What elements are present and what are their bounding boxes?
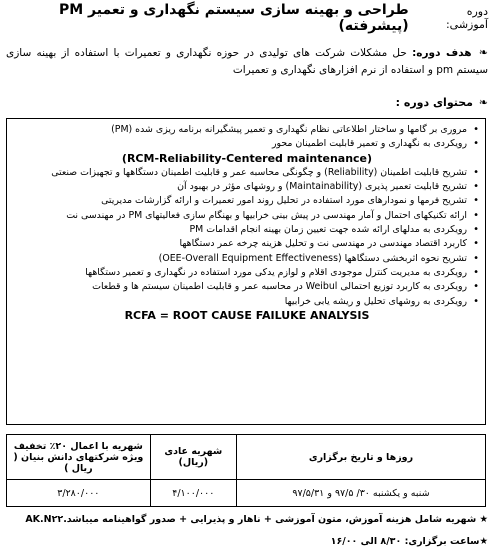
list-item: • رویکردی به روشهای تحلیل و ریشه یابی خرابیها (15, 295, 479, 309)
discount-cell: ۳/۲۸۰/۰۰۰ (7, 480, 151, 507)
content-box (6, 118, 486, 425)
list-item: (RCM-Reliability-Centered maintenance) (121, 151, 373, 165)
list-item: • رویکردی به نگهداری و تعمیر قابلیت اطمینان محور (15, 137, 479, 151)
flourish-bullet-icon: ❧ (478, 46, 489, 59)
table-row (7, 480, 486, 507)
discount-header: شهریه با اعمال ۲۰٪ تخفیف ویژه شرکتهای دانش بنیان ( ریال ) (7, 435, 151, 480)
bullet-dot-icon: • (473, 295, 479, 307)
list-item: RCFA = ROOT CAUSE FAILUKE ANALYSIS (124, 308, 370, 322)
content-heading: محتوای دوره : (395, 96, 473, 109)
goal-heading: هدف دوره: (412, 47, 472, 59)
schedule-table (6, 434, 486, 507)
bullet-dot-icon: • (473, 195, 479, 207)
bullet-dot-icon: • (473, 238, 479, 250)
bullet-dot-icon: • (473, 138, 479, 150)
price-cell: ۴/۱۰۰/۰۰۰ (150, 480, 236, 507)
bullet-dot-icon: • (473, 209, 479, 221)
date-cell: شنبه و یکشنبه ۳۰/ ۹۷/۵ و ۹۷/۵/۳۱ (236, 480, 485, 507)
list-item: • تشریح قابلیت اطمینان (Reliability) و چگونگی محاسبه عمر و قابلیت اطمینان دستگاهها و تجهیزات صنعتی (15, 166, 479, 180)
content-heading-row (396, 96, 488, 109)
table-header-row (7, 435, 486, 480)
bullet-dot-icon: • (473, 224, 479, 236)
course-goal (6, 44, 488, 79)
bullet-dot-icon: • (473, 181, 479, 193)
course-header (6, 4, 488, 32)
bullet-dot-icon: • (473, 166, 479, 178)
course-label: دوره آموزشی: (445, 5, 488, 31)
flourish-bullet-icon: ❧ (478, 96, 488, 109)
list-item: • کاربرد اقتصاد مهندسی در مهندسی نت و تحلیل هزینه چرخه عمر دستگاهها (15, 237, 479, 251)
content-list (15, 123, 479, 323)
list-item: • رویکردی به کاربرد توزیع احتمالی Weibul در محاسبه عمر و قابلیت اطمینان سیستم ها و قطعات (15, 280, 479, 294)
list-item: • تشریح فرمها و نمودارهای مورد استفاده در تحلیل روند امور تعمیرات و ارائه گزارشات مدیریتی (15, 194, 479, 208)
list-item: • مروری بر گامها و ساختار اطلاعاتی نظام نگهداری و تعمیر پیشگیرانه برنامه ریزی شده (PM) (15, 123, 479, 137)
date-header: روزها و تاریخ برگزاری (236, 435, 485, 480)
list-item: • ارائه تکنیکهای احتمال و آمار مهندسی در پیش بینی خرابیها و بهنگام سازی فعالیتهای PM در مهندسی نت (15, 209, 479, 223)
list-item: • تشریح نحوه اثربخشی دستگاهها (OEE-Overall Equipment Effectiveness) (15, 252, 479, 266)
time-note: ★ساعت برگزاری: ۸/۳۰ الی ۱۶/۰۰ (330, 536, 488, 547)
list-item: • تشریح قابلیت تعمیر پذیری (Maintainability) و روشهای مؤثر در بهبود آن (15, 180, 479, 194)
bullet-dot-icon: • (473, 266, 479, 278)
bullet-dot-icon: • (473, 281, 479, 293)
bullet-dot-icon: • (473, 124, 479, 135)
list-item: • رویکردی به مدیریت کنترل موجودی اقلام و لوازم یدکی مورد استفاده در نگهداری و تعمیر دستگاهها (15, 266, 479, 280)
course-title: طراحی و بهینه سازی سیستم نگهداری و تعمیر PM (پیشرفته) (58, 2, 409, 34)
bullet-dot-icon: • (473, 252, 479, 264)
list-item: • رویکردی به مدلهای ارائه شده جهت تعیین زمان بهینه انجام اقدامات PM (15, 223, 479, 237)
price-header: شهریه عادی (ریال) (150, 435, 236, 480)
fee-note: ★ شهریه شامل هزینه آموزش، متون آموزشی + ناهار و پذیرایی + صدور گواهینامه میباشد.AK.N۲۲ (25, 514, 488, 525)
goal-text: حل مشکلات شرکت های تولیدی در حوزه نگهداری و تعمیرات با استفاده از بهینه سازی سیستم pm و استفاده از نرم افزارهای نگهداری و تعمیرات (6, 47, 488, 76)
